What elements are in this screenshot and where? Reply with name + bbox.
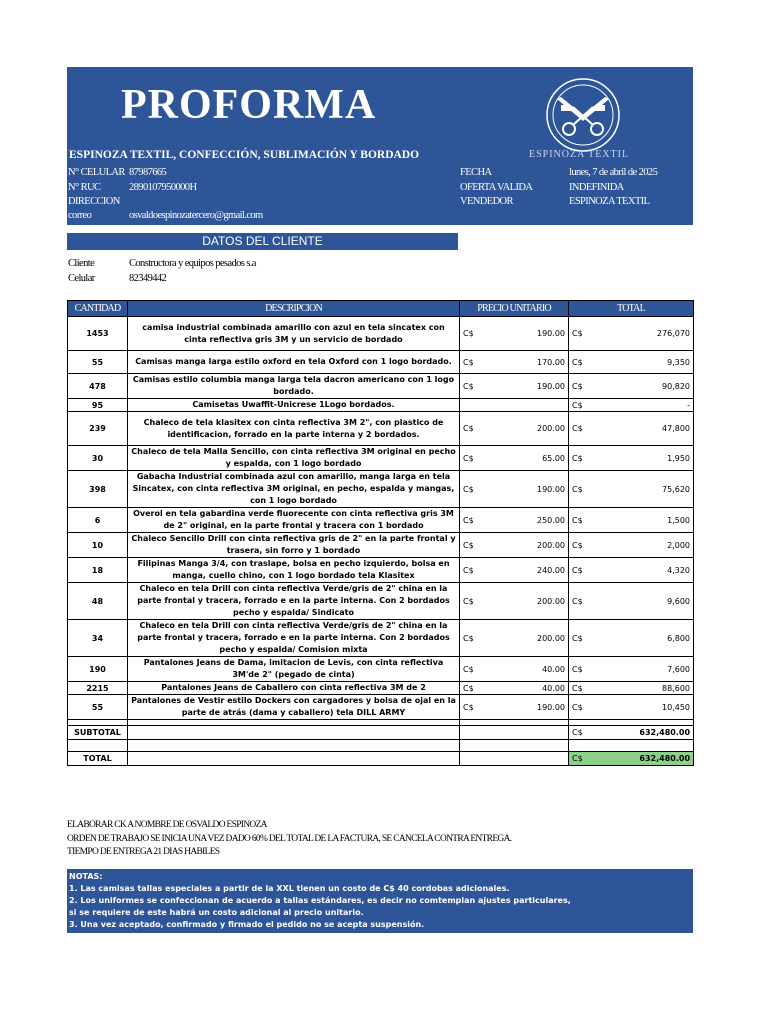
item-unit-currency: C$	[460, 412, 484, 446]
item-unit-price: 250.00	[484, 508, 569, 533]
item-unit-price: 40.00	[484, 657, 569, 682]
table-row	[68, 317, 694, 351]
footer-line-1: ELABORAR CK A NOMBRE DE OSVALDO ESPINOZA	[67, 820, 267, 830]
item-unit-price: 190.00	[484, 317, 569, 351]
item-quantity: 30	[68, 446, 128, 471]
item-quantity: 95	[68, 399, 128, 412]
item-unit-currency: C$	[460, 620, 484, 657]
header-precio-unitario: PRECIO UNITARIO	[460, 301, 569, 317]
fecha-label: FECHA	[460, 167, 492, 178]
item-total-currency: C$	[569, 657, 593, 682]
notes-title: NOTAS:	[69, 872, 103, 881]
company-subtitle: ESPINOZA TEXTIL, CONFECCIÓN, SUBLIMACIÓN Y BORDADO	[69, 149, 420, 161]
item-total-currency: C$	[569, 682, 593, 695]
item-total-currency: C$	[569, 351, 593, 374]
fecha-value: lunes, 7 de abril de 2025	[569, 167, 658, 178]
ruc-value: 2890107950000H	[129, 182, 197, 193]
table-row	[68, 412, 694, 446]
item-unit-price: 200.00	[484, 533, 569, 558]
item-description: Chaleco en tela Drill con cinta reflectiva Verde/gris de 2" china en la parte frontal y tracera, forrado e en la parte interna. Con 2 bordados pecho y espalda/ Sindicato	[128, 583, 460, 620]
item-description: Pantalones Jeans de Caballero con cinta reflectiva 3M de 2	[128, 682, 460, 695]
item-total-currency: C$	[569, 374, 593, 399]
total-row	[68, 752, 694, 766]
item-unit-currency: C$	[460, 657, 484, 682]
item-description: Gabacha Industrial combinada azul con amarillo, manga larga en tela Sincatex, con cinta reflectiva 3M original, en pecho, espalda y mangas, con 1 logo bordado	[128, 471, 460, 508]
item-total-currency: C$	[569, 620, 593, 657]
item-description: Pantalones de Vestir estilo Dockers con cargadores y bolsa de ojal en la parte de atrás (dama y caballero) tela DILL ARMY	[128, 695, 460, 720]
item-unit-currency: C$	[460, 374, 484, 399]
celular-label: N° CELULAR	[68, 167, 125, 178]
item-quantity: 34	[68, 620, 128, 657]
items-table	[67, 300, 694, 766]
item-unit-price	[484, 399, 569, 412]
footer-line-3: TIEMPO DE ENTREGA 21 DIAS HABILES	[67, 847, 220, 857]
item-unit-currency: C$	[460, 682, 484, 695]
item-unit-price: 200.00	[484, 412, 569, 446]
item-unit-currency: C$	[460, 471, 484, 508]
footer-line-2: ORDEN DE TRABAJO SE INICIA UNA VEZ DADO 60% DEL TOTAL DE LA FACTURA, SE CANCELA CONTRA ENTREGA.	[67, 834, 512, 844]
correo-value: osvaldoespinozatercero@gmail.com	[129, 210, 263, 221]
item-unit-currency: C$	[460, 317, 484, 351]
item-unit-currency: C$	[460, 351, 484, 374]
item-unit-currency: C$	[460, 508, 484, 533]
item-description: Pantalones Jeans de Dama, imitacion de Levis, con cinta reflectiva 3M'de 2" (pegado de cinta)	[128, 657, 460, 682]
item-total-currency: C$	[569, 412, 593, 446]
item-quantity: 190	[68, 657, 128, 682]
cliente-value: Constructora y equipos pesados s.a	[129, 258, 256, 269]
item-description: Chaleco de tela klasitex con cinta reflectiva 3M 2", con plastico de identificacion, forrado en la parte interna y 2 bordados.	[128, 412, 460, 446]
client-section-title: DATOS DEL CLIENTE	[67, 233, 458, 250]
item-description: Camisetas Uwaffit-Unicrese 1Logo bordados.	[128, 399, 460, 412]
item-total-currency: C$	[569, 446, 593, 471]
item-description: Chaleco Sencillo Drill con cinta reflectiva gris de 2" en la parte frontal y trasera, sin forro y 1 bordado	[128, 533, 460, 558]
spacer-row	[68, 740, 694, 752]
table-row	[68, 695, 694, 720]
cliente-label: Cliente	[68, 258, 95, 269]
ruc-label: N° RUC	[68, 182, 101, 193]
note-line: 2. Los uniformes se confeccionan de acuerdo a tallas estándares, es decir no comtemplan ajustes particulares,	[69, 896, 571, 905]
item-total-currency: C$	[569, 695, 593, 720]
item-total-currency: C$	[569, 533, 593, 558]
total-label: TOTAL	[68, 752, 128, 766]
total-currency: C$	[569, 752, 593, 766]
item-quantity: 1453	[68, 317, 128, 351]
item-unit-price: 240.00	[484, 558, 569, 583]
correo-label: correo	[68, 210, 92, 221]
oferta-value: INDEFINIDA	[569, 182, 624, 193]
item-unit-currency: C$	[460, 446, 484, 471]
item-total: 10,450	[593, 695, 694, 720]
subtotal-row	[68, 726, 694, 740]
item-total: -	[593, 399, 694, 412]
item-unit-price: 190.00	[484, 471, 569, 508]
note-line: si se requiere de este habrá un costo adicional al precio unitario.	[69, 908, 364, 917]
item-total: 4,320	[593, 558, 694, 583]
item-description: Chaleco de tela Malla Sencillo, con cinta reflectiva 3M original en pecho y espalda, con 1 logo bordado	[128, 446, 460, 471]
item-total-currency: C$	[569, 317, 593, 351]
item-quantity: 48	[68, 583, 128, 620]
item-unit-price: 200.00	[484, 583, 569, 620]
item-total: 90,820	[593, 374, 694, 399]
table-row	[68, 374, 694, 399]
table-row	[68, 533, 694, 558]
table-row	[68, 399, 694, 412]
item-total: 9,350	[593, 351, 694, 374]
direccion-label: DIRECCION	[68, 196, 120, 207]
total-value: 632,480.00	[593, 752, 694, 766]
celular-value: 87987665	[129, 167, 167, 178]
table-row	[68, 508, 694, 533]
item-total: 1,500	[593, 508, 694, 533]
item-total: 1,950	[593, 446, 694, 471]
item-quantity: 55	[68, 351, 128, 374]
item-description: camisa industrial combinada amarillo con azul en tela sincatex con cinta reflectiva gris 3M y un servicio de bordado	[128, 317, 460, 351]
item-total: 276,070	[593, 317, 694, 351]
item-total: 75,620	[593, 471, 694, 508]
item-description: Camisas manga larga estilo oxford en tela Oxford con 1 logo bordado.	[128, 351, 460, 374]
item-unit-currency: C$	[460, 558, 484, 583]
item-unit-currency: C$	[460, 583, 484, 620]
vendedor-label: VENDEDOR	[460, 196, 513, 207]
header-total: TOTAL	[569, 301, 694, 317]
item-unit-price: 190.00	[484, 695, 569, 720]
item-unit-price: 170.00	[484, 351, 569, 374]
item-total-currency: C$	[569, 471, 593, 508]
item-unit-currency: C$	[460, 533, 484, 558]
item-total-currency: C$	[569, 558, 593, 583]
item-total: 6,800	[593, 620, 694, 657]
item-quantity: 398	[68, 471, 128, 508]
item-description: Camisas estilo columbia manga larga tela dacron americano con 1 logo bordado.	[128, 374, 460, 399]
item-quantity: 55	[68, 695, 128, 720]
header-descripcion: DESCRIPCION	[128, 301, 460, 317]
header-banner	[67, 67, 693, 225]
document-title: PROFORMA	[121, 82, 377, 128]
celular-cliente-label: Celular	[68, 273, 95, 284]
table-row	[68, 446, 694, 471]
item-quantity: 10	[68, 533, 128, 558]
item-description: Overol en tela gabardina verde fluorecente con cinta reflectiva gris 3M de 2" original, en la parte frontal y tracera con 1 bordado	[128, 508, 460, 533]
item-quantity: 239	[68, 412, 128, 446]
item-description: Chaleco en tela Drill con cinta reflectiva Verde/gris de 2" china en la parte frontal y tracera, forrado e en la parte interna. Con 2 bordados pecho y espalda/ Comision mixta	[128, 620, 460, 657]
notes-box	[67, 869, 693, 933]
note-line: 3. Una vez aceptado, confirmado y firmado el pedido no se acepta suspensión.	[69, 920, 425, 929]
item-unit-currency: C$	[460, 695, 484, 720]
table-row	[68, 657, 694, 682]
table-row	[68, 351, 694, 374]
table-row	[68, 620, 694, 657]
item-total: 7,600	[593, 657, 694, 682]
item-quantity: 478	[68, 374, 128, 399]
item-total: 2,000	[593, 533, 694, 558]
header-cantidad: CANTIDAD	[68, 301, 128, 317]
table-row	[68, 583, 694, 620]
table-header-row	[68, 301, 694, 317]
item-unit-price: 65.00	[484, 446, 569, 471]
item-unit-price: 200.00	[484, 620, 569, 657]
subtotal-currency: C$	[569, 726, 593, 740]
item-total: 47,800	[593, 412, 694, 446]
item-total: 88,600	[593, 682, 694, 695]
table-row	[68, 682, 694, 695]
item-total-currency: C$	[569, 508, 593, 533]
item-unit-currency	[460, 399, 484, 412]
subtotal-value: 632,480.00	[593, 726, 694, 740]
item-description: Filipinas Manga 3/4, con traslape, bolsa en pecho izquierdo, bolsa en manga, cuello chino, con 1 logo bordado tela Klasitex	[128, 558, 460, 583]
oferta-label: OFERTA VALIDA	[460, 182, 533, 193]
item-unit-price: 190.00	[484, 374, 569, 399]
subtotal-label: SUBTOTAL	[68, 726, 128, 740]
vendedor-value: ESPINOZA TEXTIL	[569, 196, 650, 207]
logo-caption: ESPINOZA TEXTIL	[529, 149, 630, 160]
item-quantity: 18	[68, 558, 128, 583]
note-line: 1. Las camisas tallas especiales a partir de la XXL tienen un costo de C$ 40 cordobas adicionales.	[69, 884, 510, 893]
celular-cliente-value: 82349442	[129, 273, 167, 284]
table-row	[68, 471, 694, 508]
item-total: 9,600	[593, 583, 694, 620]
item-quantity: 6	[68, 508, 128, 533]
item-quantity: 2215	[68, 682, 128, 695]
item-total-currency: C$	[569, 399, 593, 412]
item-total-currency: C$	[569, 583, 593, 620]
table-row	[68, 558, 694, 583]
item-unit-price: 40.00	[484, 682, 569, 695]
